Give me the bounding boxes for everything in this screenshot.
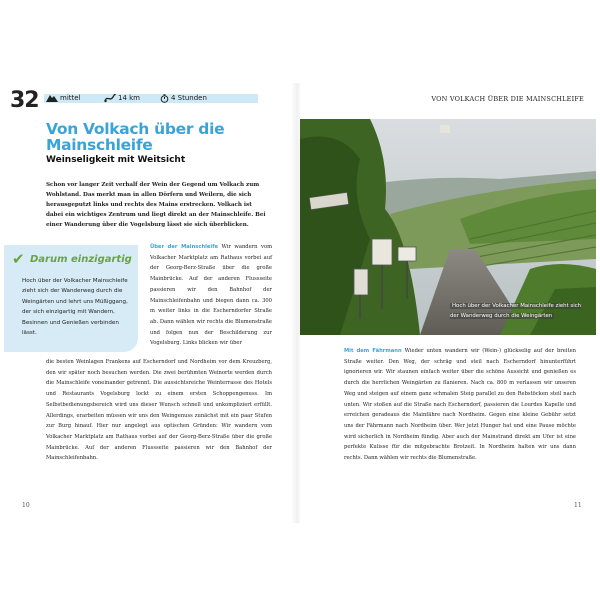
intro-paragraph: Schon vor langer Zeit verhalf der Wein der Gegend um Volkach zum Wohlstand. Das merkt man in allen Dörfern und Weilern, die sich herausgeputzt links und rechts des Mains erstrecken. Volkach ist dabei ein wichtiges Zentrum und liegt direkt an der Mainschleife. Bei einer Wanderung über die Vogelsburg lässt sie sich überblicken. — [46, 182, 266, 228]
tour-title: Von Volkach über die Mainschleife — [46, 120, 225, 154]
stopwatch-icon — [160, 94, 169, 106]
duration-label: 4 Stunden — [171, 94, 207, 102]
callout-text: Hoch über der Volkacher Mainschleife zieht sich der Wanderweg durch die Weingärten und lehrt uns Müßiggang, der sich einzigartig mit Wandern, Besinnen und Genießen verbinden lässt. — [22, 278, 128, 337]
section-keyword-faehrmann: Mit dem Fährmann — [344, 348, 402, 354]
right-body-paragraph: Wieder unten wandern wir (Wein-) glückselig auf der breiten Straße weiter. Den Weg, der schräg und steil nach Escherndorf hinunterführt ignorieren wir. Wir staunen einfach weiter über die schöne Aussicht und genießen es durch die herrlichen Weingärten zu flanieren. Nach ca. 800 m verlassen wir unseren Weg und steigen auf einem ganz schmalen Steig parallel zu den Rebstöcken steil nach unten. Wir stoßen auf die Straße nach Escherndorf, passieren die Lourdes Kapelle und erreichen geradeaus die Mainfähre nach Nordheim. Gegen eine kleine Gebühr setzt uns der Fährmann nach Nordheim über. Wer jetzt Hunger hat und eine Pause möchte wird sicherlich in Nordheim fündig. Aber auch der Mainstrand direkt am Ufer ist eine perfekte Kulisse für die mitgebrachte Brotzeit. In Nordheim halten wir uns dann rechts. Dann wählen wir rechts die Blumenstraße. — [344, 348, 576, 462]
page-number-right: 11 — [574, 502, 582, 509]
distance-label: 14 km — [118, 94, 141, 102]
mountain-icon — [46, 94, 58, 105]
highlight-callout — [4, 245, 138, 352]
checkmark-icon: ✔ — [12, 250, 25, 268]
tour-number: 32 — [10, 88, 39, 113]
callout-heading: Darum einzigartig — [30, 254, 132, 265]
tour-meta-bar — [44, 94, 258, 103]
difficulty-label: mittel — [60, 94, 81, 102]
section-keyword: Über der Mainschleife — [150, 244, 218, 250]
left-page — [4, 83, 292, 523]
page-number-left: 10 — [22, 502, 30, 509]
body-fullwidth-text: die besten Weinlagen Frankens auf Escherndorf und Nordheim vor dem Kreuzberg, den wir später noch besuchen werden. Die zwei berühmten Weinorte werden durch die Mainschleife voneinander getrennt. Die aussichtsreiche Weinterrasse des Hotels und Restaurants Vogelsburg lockt zu einem ersten Schoppengenuss. Im Selbstbedienungsbereich wird uns dieser Wunsch schnell und unkompliziert erfüllt. Allerdings, erarbeiten müssen wir uns den Weingenuss zunächst mit ein paar Stufen zur Burg hinauf. Hier nur angelegt aus optischen Gründen: Wir wandern vom Volkacher Marktplatz am Rathaus vorbei auf der Georg-Berz-Straße über die große Mainbrücke. Auf der anderen Flussseite passieren wir den Bahnhof der Mainschleifenbahn. — [46, 359, 272, 462]
running-head: VON VOLKACH ÜBER DIE MAINSCHLEIFE — [431, 95, 584, 103]
route-icon — [104, 94, 116, 106]
photo-caption — [450, 301, 584, 321]
body-column — [150, 242, 272, 349]
photo-caption-text: Hoch über der Volkacher Mainschleife zieht sich der Wanderweg durch die Weingärten — [450, 303, 582, 319]
body-column-text: Wir wandern vom Volkacher Marktplatz am Rathaus vorbei auf der Georg-Berz-Straße über die große Mainbrücke. Auf der anderen Flussseite passieren wir den Bahnhof der Mainschleifenbahn und biegen dann ca. 300 m weiter links in die Escherndorfer Straße ab. Dann wählen wir rechts die Blumenstraße und folgen nun der Beschilderung zur Vogelsburg. Links blicken wir über — [150, 244, 272, 347]
right-page — [300, 83, 596, 523]
tour-subtitle: Weinseligkeit mit Weitsicht — [46, 155, 186, 165]
right-body-text — [344, 346, 576, 464]
